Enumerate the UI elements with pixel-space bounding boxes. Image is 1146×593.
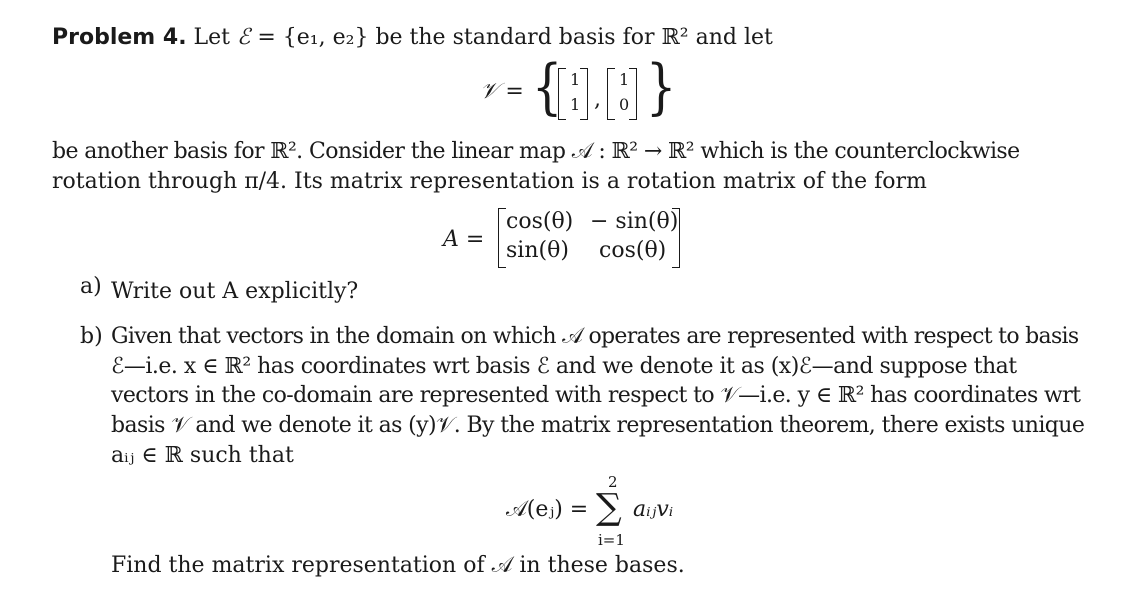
sum-lhs: 𝒜(eⱼ) = bbox=[506, 497, 589, 522]
part-a-text: Write out A explicitly? bbox=[111, 279, 359, 304]
problem-heading: Problem 4. bbox=[52, 25, 187, 50]
v2-right-bracket bbox=[629, 68, 637, 120]
matrix-a-label: A = bbox=[443, 227, 485, 252]
matrix-entry-12: − sin(θ) bbox=[590, 209, 679, 234]
v1-right-bracket bbox=[580, 68, 588, 120]
part-b-line-1: Given that vectors in the domain on which 𝒜 operates are represented with respect to basis bbox=[111, 324, 1079, 349]
intro-text-1: Let bbox=[193, 25, 231, 50]
left-brace: { bbox=[531, 52, 563, 122]
matrix-entry-11: cos(θ) bbox=[506, 209, 574, 234]
matrix-entry-21: sin(θ) bbox=[506, 238, 569, 263]
matrix-right-bracket bbox=[672, 208, 680, 268]
part-b-line-5: aᵢⱼ ∈ ℝ such that bbox=[111, 443, 294, 468]
part-b-line-4: basis 𝒱 and we denote it as (y)𝒱. By the matrix representation theorem, there exists unique bbox=[111, 413, 1085, 438]
part-a-label: a) bbox=[80, 274, 102, 299]
right-brace: } bbox=[645, 52, 677, 122]
problem-heading-line bbox=[52, 23, 773, 53]
v2-entry-1: 1 bbox=[619, 70, 630, 89]
sum-upper-limit: 2 bbox=[608, 473, 618, 491]
part-b-line-3: vectors in the co-domain are represented with respect to 𝒱—i.e. y ∈ ℝ² has coordinates wrt bbox=[111, 383, 1081, 408]
body-line-3: rotation through π/4. Its matrix representation is a rotation matrix of the form bbox=[52, 169, 927, 194]
body-line-2: be another basis for ℝ². Consider the linear map 𝒜 : ℝ² → ℝ² which is the counterclockwise bbox=[52, 139, 1020, 164]
v2-entry-2: 0 bbox=[619, 95, 630, 114]
intro-text-3: and let bbox=[695, 25, 773, 50]
part-b-label: b) bbox=[80, 324, 103, 349]
basis-v-label: 𝒱 = bbox=[480, 79, 524, 104]
r2-symbol: ℝ² bbox=[661, 25, 689, 50]
v1-entry-1: 1 bbox=[570, 70, 581, 89]
final-instruction: Find the matrix representation of 𝒜 in these bases. bbox=[111, 553, 685, 578]
matrix-entry-22: cos(θ) bbox=[599, 238, 667, 263]
sum-rhs: aᵢⱼvᵢ bbox=[633, 497, 674, 522]
intro-text-2: be the standard basis for bbox=[375, 25, 655, 50]
vector-comma: , bbox=[594, 87, 601, 112]
matrix-left-bracket bbox=[498, 208, 506, 268]
v1-entry-2: 1 bbox=[570, 95, 581, 114]
sum-symbol: ∑ bbox=[596, 487, 622, 528]
basis-e-symbol: ℰ bbox=[237, 25, 251, 50]
v2-left-bracket bbox=[607, 68, 615, 120]
v1-left-bracket bbox=[558, 68, 566, 120]
basis-e-def: = {e₁, e₂} bbox=[257, 25, 369, 50]
part-b-line-2: ℰ—i.e. x ∈ ℝ² has coordinates wrt basis ℰ and we denote it as (x)ℰ—and suppose that bbox=[111, 354, 1017, 379]
sum-lower-limit: i=1 bbox=[598, 531, 625, 549]
